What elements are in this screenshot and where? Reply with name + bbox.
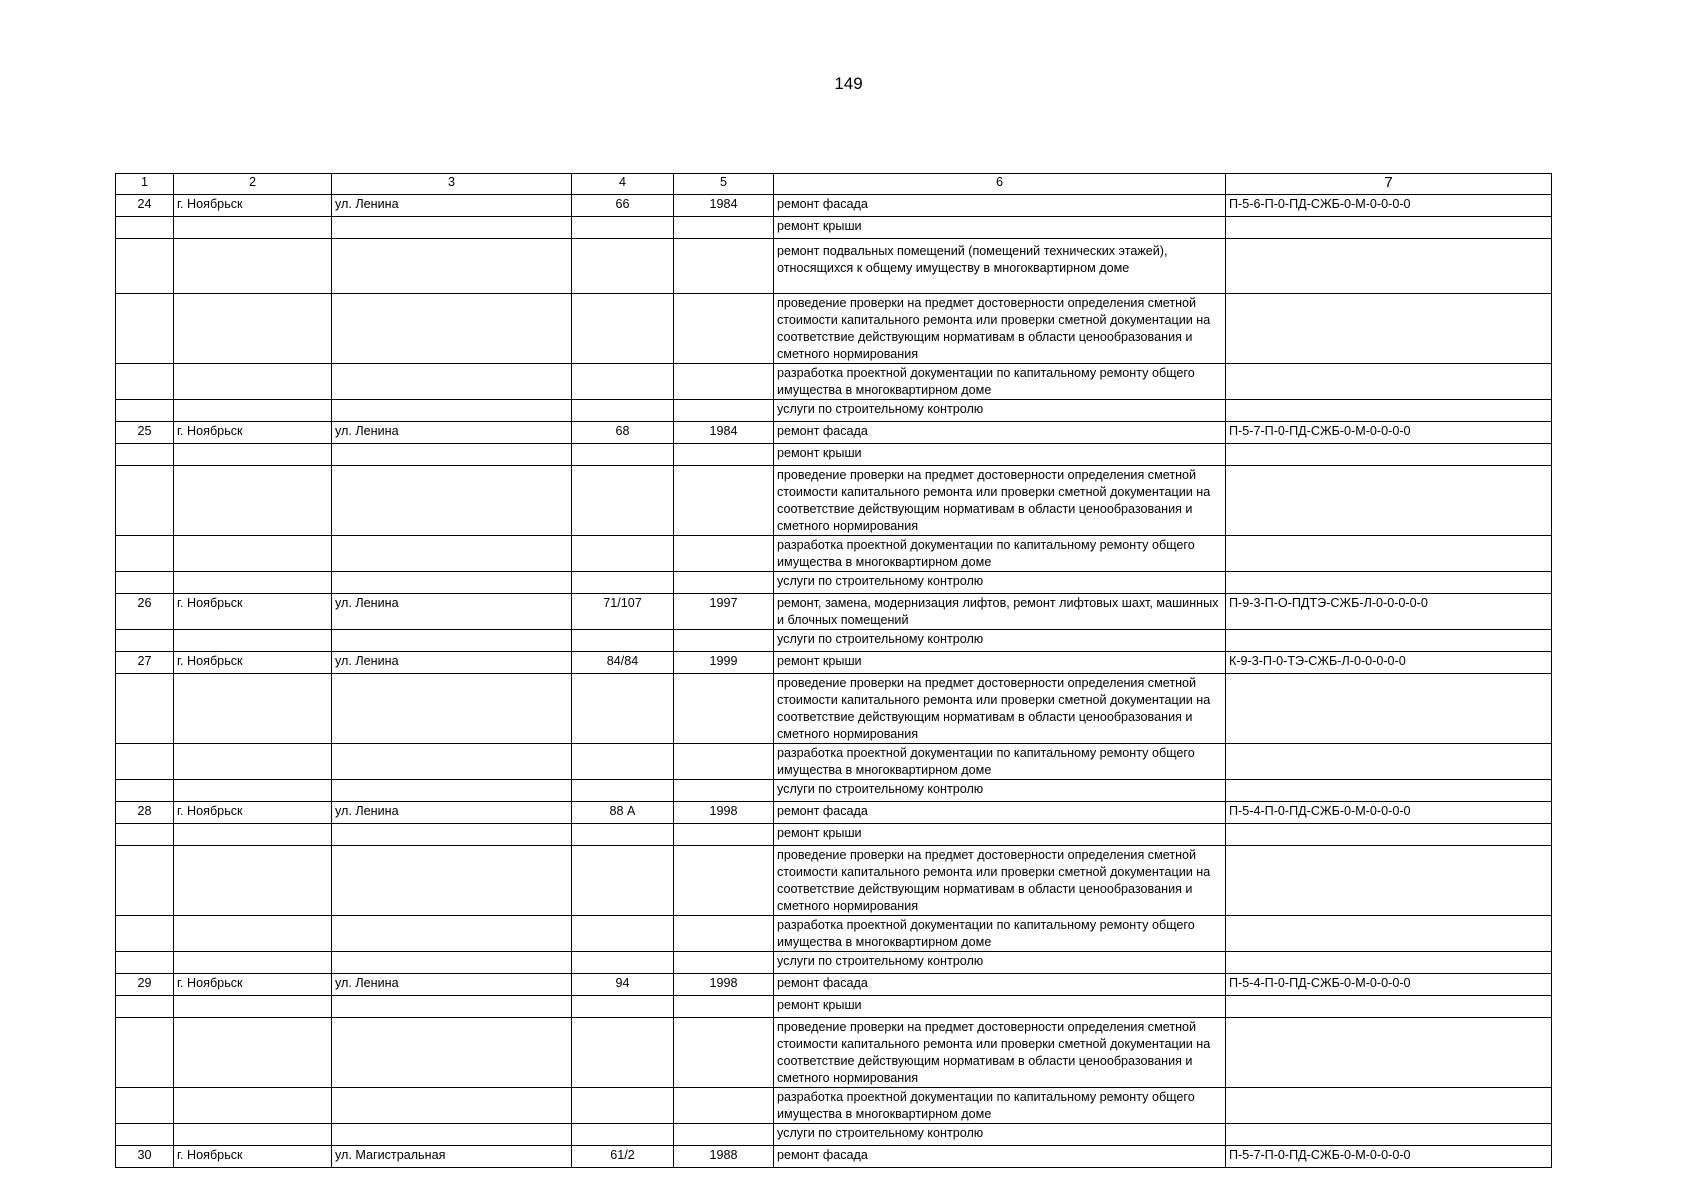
cell-year	[674, 294, 774, 364]
cell-work-type: разработка проектной документации по капитальному ремонту общего имущества в многоквартирном доме	[774, 744, 1226, 780]
cell-building-code	[1226, 1088, 1552, 1124]
cell-house-number	[572, 364, 674, 400]
cell-house-number	[572, 1088, 674, 1124]
cell-building-code: П-5-6-П-0-ПД-СЖБ-0-М-0-0-0-0	[1226, 195, 1552, 217]
cell-city	[174, 744, 332, 780]
table-row	[116, 674, 1552, 744]
cell-street	[332, 536, 572, 572]
cell-number	[116, 400, 174, 422]
cell-street	[332, 744, 572, 780]
cell-year	[674, 400, 774, 422]
cell-building-code	[1226, 952, 1552, 974]
cell-work-type: проведение проверки на предмет достоверности определения сметной стоимости капитального ремонта или проверки сметной документации на соответствие действующим нормативам в области ценообразования и сметного нормирования	[774, 294, 1226, 364]
cell-number	[116, 1018, 174, 1088]
cell-number: 30	[116, 1146, 174, 1168]
cell-number	[116, 780, 174, 802]
cell-house-number	[572, 536, 674, 572]
cell-year	[674, 1018, 774, 1088]
cell-street	[332, 674, 572, 744]
cell-city	[174, 674, 332, 744]
cell-number: 29	[116, 974, 174, 996]
cell-work-type: ремонт подвальных помещений (помещений технических этажей), относящихся к общему имуществу в многоквартирном доме	[774, 239, 1226, 294]
cell-city	[174, 1088, 332, 1124]
cell-street	[332, 1018, 572, 1088]
cell-city	[174, 1124, 332, 1146]
cell-street	[332, 996, 572, 1018]
table-row	[116, 952, 1552, 974]
cell-city: г. Ноябрьск	[174, 974, 332, 996]
cell-building-code	[1226, 536, 1552, 572]
cell-city	[174, 444, 332, 466]
cell-year	[674, 1088, 774, 1124]
cell-work-type: ремонт, замена, модернизация лифтов, ремонт лифтовых шахт, машинных и блочных помещений	[774, 594, 1226, 630]
cell-number	[116, 674, 174, 744]
table-row	[116, 974, 1552, 996]
cell-building-code	[1226, 824, 1552, 846]
cell-city: г. Ноябрьск	[174, 195, 332, 217]
cell-year	[674, 952, 774, 974]
cell-work-type: ремонт фасада	[774, 974, 1226, 996]
table-row	[116, 466, 1552, 536]
cell-house-number	[572, 916, 674, 952]
cell-city: г. Ноябрьск	[174, 422, 332, 444]
cell-city: г. Ноябрьск	[174, 594, 332, 630]
cell-year	[674, 824, 774, 846]
cell-work-type: ремонт крыши	[774, 652, 1226, 674]
cell-number	[116, 444, 174, 466]
cell-year	[674, 996, 774, 1018]
cell-city: г. Ноябрьск	[174, 802, 332, 824]
cell-work-type: разработка проектной документации по капитальному ремонту общего имущества в многоквартирном доме	[774, 1088, 1226, 1124]
column-header-1: 1	[116, 174, 174, 195]
cell-number	[116, 1088, 174, 1124]
cell-work-type: услуги по строительному контролю	[774, 400, 1226, 422]
cell-number	[116, 536, 174, 572]
table-row	[116, 400, 1552, 422]
cell-number: 28	[116, 802, 174, 824]
cell-year	[674, 536, 774, 572]
cell-work-type: ремонт крыши	[774, 824, 1226, 846]
table-row	[116, 1088, 1552, 1124]
cell-city	[174, 572, 332, 594]
cell-year	[674, 239, 774, 294]
cell-building-code	[1226, 217, 1552, 239]
cell-number	[116, 744, 174, 780]
cell-city: г. Ноябрьск	[174, 1146, 332, 1168]
table-row	[116, 846, 1552, 916]
cell-street: ул. Ленина	[332, 802, 572, 824]
cell-city	[174, 996, 332, 1018]
cell-work-type: услуги по строительному контролю	[774, 1124, 1226, 1146]
cell-work-type: ремонт крыши	[774, 996, 1226, 1018]
cell-city	[174, 466, 332, 536]
column-header-5: 5	[674, 174, 774, 195]
cell-house-number	[572, 952, 674, 974]
cell-number	[116, 916, 174, 952]
cell-street: ул. Ленина	[332, 652, 572, 674]
cell-year	[674, 674, 774, 744]
cell-house-number	[572, 400, 674, 422]
cell-building-code	[1226, 996, 1552, 1018]
cell-work-type: разработка проектной документации по капитальному ремонту общего имущества в многоквартирном доме	[774, 536, 1226, 572]
cell-street: ул. Магистральная	[332, 1146, 572, 1168]
cell-street	[332, 952, 572, 974]
cell-work-type: ремонт фасада	[774, 195, 1226, 217]
column-header-3: 3	[332, 174, 572, 195]
page-number: 149	[834, 74, 863, 93]
table-row	[116, 916, 1552, 952]
cell-city	[174, 294, 332, 364]
cell-street	[332, 572, 572, 594]
cell-street	[332, 466, 572, 536]
cell-building-code	[1226, 780, 1552, 802]
cell-street	[332, 780, 572, 802]
cell-street	[332, 217, 572, 239]
cell-year	[674, 217, 774, 239]
cell-house-number	[572, 996, 674, 1018]
cell-building-code	[1226, 444, 1552, 466]
cell-building-code	[1226, 400, 1552, 422]
cell-year	[674, 444, 774, 466]
table-row	[116, 780, 1552, 802]
cell-work-type: разработка проектной документации по капитальному ремонту общего имущества в многоквартирном доме	[774, 916, 1226, 952]
table-row	[116, 536, 1552, 572]
cell-work-type: проведение проверки на предмет достоверности определения сметной стоимости капитального ремонта или проверки сметной документации на соответствие действующим нормативам в области ценообразования и сметного нормирования	[774, 1018, 1226, 1088]
cell-house-number	[572, 846, 674, 916]
cell-building-code	[1226, 630, 1552, 652]
cell-work-type: ремонт фасада	[774, 422, 1226, 444]
cell-work-type: услуги по строительному контролю	[774, 780, 1226, 802]
cell-house-number	[572, 217, 674, 239]
cell-year: 1998	[674, 974, 774, 996]
cell-house-number: 88 А	[572, 802, 674, 824]
cell-house-number	[572, 674, 674, 744]
cell-street	[332, 444, 572, 466]
table-row	[116, 195, 1552, 217]
cell-city	[174, 952, 332, 974]
cell-number: 27	[116, 652, 174, 674]
cell-house-number: 94	[572, 974, 674, 996]
cell-house-number	[572, 294, 674, 364]
table-row	[116, 444, 1552, 466]
cell-house-number	[572, 630, 674, 652]
cell-house-number	[572, 1018, 674, 1088]
cell-street	[332, 1088, 572, 1124]
cell-year: 1984	[674, 195, 774, 217]
repair-program-table	[115, 173, 1552, 1168]
cell-work-type: услуги по строительному контролю	[774, 572, 1226, 594]
table-row	[116, 294, 1552, 364]
cell-building-code	[1226, 1018, 1552, 1088]
cell-street	[332, 294, 572, 364]
cell-city	[174, 846, 332, 916]
table-row	[116, 744, 1552, 780]
table-row	[116, 422, 1552, 444]
cell-year	[674, 916, 774, 952]
table-row	[116, 572, 1552, 594]
cell-building-code	[1226, 294, 1552, 364]
table-row	[116, 239, 1552, 294]
table-body	[116, 174, 1552, 1168]
cell-work-type: проведение проверки на предмет достоверности определения сметной стоимости капитального ремонта или проверки сметной документации на соответствие действующим нормативам в области ценообразования и сметного нормирования	[774, 674, 1226, 744]
cell-year: 1998	[674, 802, 774, 824]
table-row	[116, 217, 1552, 239]
cell-work-type: услуги по строительному контролю	[774, 952, 1226, 974]
cell-work-type: проведение проверки на предмет достоверности определения сметной стоимости капитального ремонта или проверки сметной документации на соответствие действующим нормативам в области ценообразования и сметного нормирования	[774, 466, 1226, 536]
cell-year	[674, 630, 774, 652]
cell-house-number	[572, 744, 674, 780]
cell-building-code	[1226, 846, 1552, 916]
cell-work-type: ремонт фасада	[774, 802, 1226, 824]
cell-building-code	[1226, 744, 1552, 780]
cell-year	[674, 364, 774, 400]
cell-number: 25	[116, 422, 174, 444]
table-row	[116, 364, 1552, 400]
cell-work-type: ремонт фасада	[774, 1146, 1226, 1168]
cell-building-code: П-5-7-П-0-ПД-СЖБ-0-М-0-0-0-0	[1226, 422, 1552, 444]
cell-house-number	[572, 1124, 674, 1146]
cell-work-type: разработка проектной документации по капитальному ремонту общего имущества в многоквартирном доме	[774, 364, 1226, 400]
table-row	[116, 652, 1552, 674]
cell-number	[116, 824, 174, 846]
cell-number	[116, 364, 174, 400]
cell-street	[332, 916, 572, 952]
cell-year: 1988	[674, 1146, 774, 1168]
cell-house-number: 66	[572, 195, 674, 217]
cell-city	[174, 400, 332, 422]
cell-building-code	[1226, 1124, 1552, 1146]
cell-number: 24	[116, 195, 174, 217]
table-row	[116, 996, 1552, 1018]
table-row	[116, 630, 1552, 652]
cell-city	[174, 824, 332, 846]
cell-building-code	[1226, 572, 1552, 594]
cell-year	[674, 572, 774, 594]
column-header-2: 2	[174, 174, 332, 195]
cell-year	[674, 1124, 774, 1146]
column-header-6: 6	[774, 174, 1226, 195]
cell-year: 1997	[674, 594, 774, 630]
cell-house-number	[572, 239, 674, 294]
cell-street	[332, 1124, 572, 1146]
cell-house-number	[572, 824, 674, 846]
cell-number	[116, 996, 174, 1018]
cell-street	[332, 400, 572, 422]
table-row	[116, 1146, 1552, 1168]
cell-city	[174, 239, 332, 294]
cell-number	[116, 239, 174, 294]
cell-house-number: 68	[572, 422, 674, 444]
cell-building-code: П-9-3-П-О-ПДТЭ-СЖБ-Л-0-0-0-0-0	[1226, 594, 1552, 630]
cell-house-number: 61/2	[572, 1146, 674, 1168]
cell-number	[116, 294, 174, 364]
cell-street	[332, 364, 572, 400]
cell-building-code	[1226, 916, 1552, 952]
cell-city	[174, 780, 332, 802]
cell-city: г. Ноябрьск	[174, 652, 332, 674]
cell-house-number	[572, 780, 674, 802]
cell-number	[116, 466, 174, 536]
cell-building-code: П-5-4-П-0-ПД-СЖБ-0-М-0-0-0-0	[1226, 974, 1552, 996]
cell-number: 26	[116, 594, 174, 630]
cell-building-code: К-9-3-П-0-ТЭ-СЖБ-Л-0-0-0-0-0	[1226, 652, 1552, 674]
cell-street: ул. Ленина	[332, 594, 572, 630]
table-row	[116, 1124, 1552, 1146]
cell-number	[116, 572, 174, 594]
cell-house-number	[572, 572, 674, 594]
table-row	[116, 802, 1552, 824]
cell-year: 1999	[674, 652, 774, 674]
cell-city	[174, 1018, 332, 1088]
cell-year	[674, 846, 774, 916]
cell-building-code: П-5-4-П-0-ПД-СЖБ-0-М-0-0-0-0	[1226, 802, 1552, 824]
cell-house-number	[572, 444, 674, 466]
header-row	[116, 174, 1552, 195]
cell-city	[174, 916, 332, 952]
table-row	[116, 824, 1552, 846]
cell-building-code	[1226, 466, 1552, 536]
cell-city	[174, 364, 332, 400]
cell-work-type: ремонт крыши	[774, 217, 1226, 239]
cell-number	[116, 630, 174, 652]
cell-year: 1984	[674, 422, 774, 444]
column-header-4: 4	[572, 174, 674, 195]
cell-number	[116, 846, 174, 916]
cell-street	[332, 239, 572, 294]
cell-city	[174, 536, 332, 572]
cell-city	[174, 217, 332, 239]
cell-number	[116, 1124, 174, 1146]
table-row	[116, 1018, 1552, 1088]
cell-street	[332, 630, 572, 652]
cell-street	[332, 824, 572, 846]
cell-year	[674, 780, 774, 802]
column-header-7: 7	[1226, 174, 1552, 195]
cell-house-number: 84/84	[572, 652, 674, 674]
cell-street: ул. Ленина	[332, 974, 572, 996]
cell-house-number	[572, 466, 674, 536]
cell-street: ул. Ленина	[332, 422, 572, 444]
cell-street	[332, 846, 572, 916]
cell-work-type: ремонт крыши	[774, 444, 1226, 466]
cell-number	[116, 217, 174, 239]
cell-year	[674, 466, 774, 536]
cell-number	[116, 952, 174, 974]
cell-house-number: 71/107	[572, 594, 674, 630]
cell-work-type: услуги по строительному контролю	[774, 630, 1226, 652]
cell-work-type: проведение проверки на предмет достоверности определения сметной стоимости капитального ремонта или проверки сметной документации на соответствие действующим нормативам в области ценообразования и сметного нормирования	[774, 846, 1226, 916]
cell-city	[174, 630, 332, 652]
cell-street: ул. Ленина	[332, 195, 572, 217]
table-row	[116, 594, 1552, 630]
cell-building-code	[1226, 239, 1552, 294]
cell-building-code: П-5-7-П-0-ПД-СЖБ-0-М-0-0-0-0	[1226, 1146, 1552, 1168]
cell-building-code	[1226, 674, 1552, 744]
cell-year	[674, 744, 774, 780]
cell-building-code	[1226, 364, 1552, 400]
